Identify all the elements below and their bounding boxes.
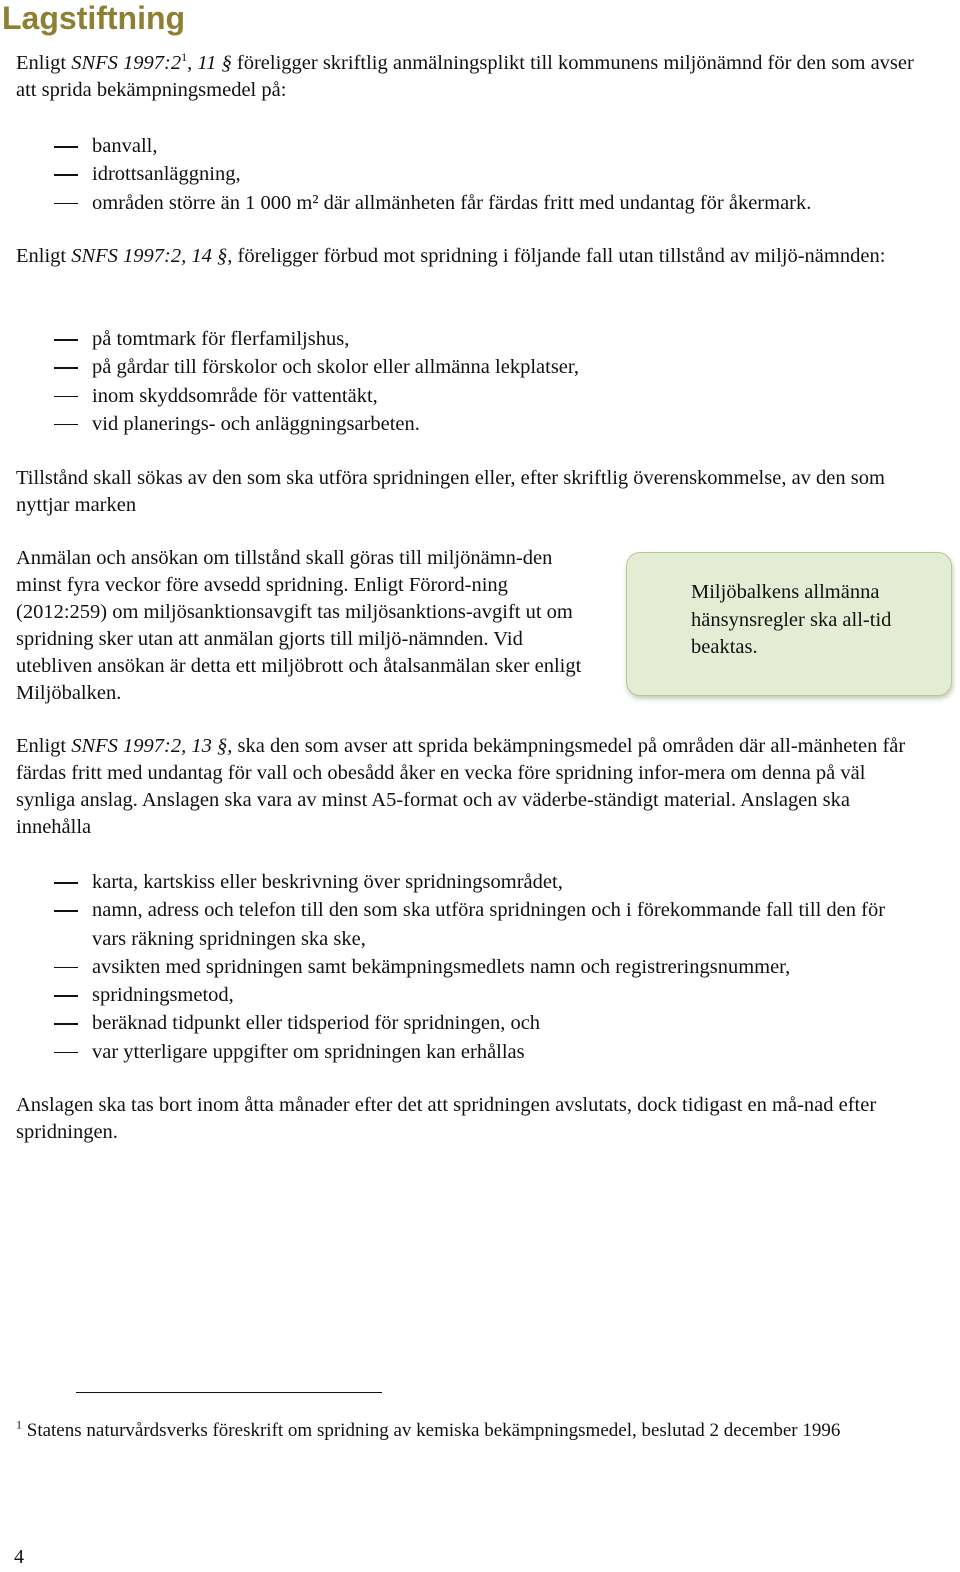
dash-bullet (54, 203, 78, 205)
paragraph-signage (16, 733, 916, 841)
list-item: namn, adress och telefon till den som ska utföra spridningen och i förekommande fall till den för vars räkning spridningen ska ske, (0, 896, 912, 953)
regulation-section: , 11 § (187, 52, 232, 74)
dash-bullet (54, 367, 78, 369)
paragraph-removal: Anslagen ska tas bort inom åtta månader efter det att spridningen avslutats, dock tidigast en må-nad efter spridningen. (16, 1094, 877, 1143)
list-item: banvall, (0, 132, 912, 160)
paragraph-text: föreligger skriftlig anmälningsplikt till kommunens miljönämnd för den som avser att sprida bekämpningsmedel på: (16, 52, 914, 101)
list-item: karta, kartskiss eller beskrivning över spridningsområdet, (0, 868, 912, 896)
list-item: idrottsanläggning, (0, 160, 912, 188)
callout-box (626, 552, 952, 696)
dash-bullet (54, 396, 78, 398)
list-item: områden större än 1 000 m² där allmänheten får färdas fritt med undantag för åkermark. (0, 189, 912, 217)
paragraph-text: , föreligger förbud mot spridning i följande fall utan tillstånd av miljö-nämnden: (227, 245, 886, 267)
notification-list (0, 132, 912, 217)
list-item: var ytterligare uppgifter om spridningen kan erhållas (0, 1038, 912, 1066)
sign-contents-list (0, 868, 912, 1066)
dash-bullet (54, 174, 78, 176)
paragraph-notification-duty (16, 50, 916, 104)
page-number: 4 (14, 1546, 24, 1568)
regulation-reference: SNFS 1997:2 (71, 52, 182, 74)
footnote-text: Statens naturvårdsverks föreskrift om spridning av kemiska bekämpningsmedel, beslutad 2 december 1996 (22, 1420, 841, 1441)
page-heading: Lagstiftning (2, 0, 186, 36)
list-item: spridningsmetod, (0, 981, 912, 1009)
paragraph-text: Enligt (16, 245, 72, 267)
paragraph-prohibition (16, 243, 921, 270)
footnote-marker: 1 (16, 1417, 22, 1432)
list-item: beräknad tidpunkt eller tidsperiod för spridningen, och (0, 1009, 912, 1037)
dash-bullet (54, 967, 78, 969)
paragraph-text: Enligt (16, 52, 72, 74)
dash-bullet (54, 339, 78, 341)
list-item: vid planerings- och anläggningsarbeten. (0, 410, 912, 438)
footnote (16, 1418, 906, 1443)
dash-bullet (54, 146, 78, 148)
dash-bullet (54, 424, 78, 426)
paragraph-permit: Tillstånd skall sökas av den som ska utföra spridningen eller, efter skriftlig överenskommelse, av den som nyttjar marken (16, 467, 885, 516)
paragraph-text: ska den som avser att sprida bekämpningsmedel på områden där all-mänheten får färdas fritt med undantag för vall och obesådd åker en vecka före spridning infor-mera om denna på väl synliga anslag. Anslagen ska vara av minst A5-format och av väderbe-ständigt material. Anslagen ska innehålla (16, 735, 906, 838)
list-item: på gårdar till förskolor och skolor eller allmänna lekplatser, (0, 353, 912, 381)
dash-bullet (54, 910, 78, 912)
list-item: inom skyddsområde för vattentäkt, (0, 382, 912, 410)
dash-bullet (54, 995, 78, 997)
dash-bullet (54, 1023, 78, 1025)
regulation-reference: SNFS 1997:2, 14 § (71, 245, 228, 267)
callout-text: Miljöbalkens allmänna hänsynsregler ska all-tid beaktas. (691, 581, 892, 658)
dash-bullet (54, 882, 78, 884)
paragraph-application: Anmälan och ansökan om tillstånd skall göras till miljönämn-den minst fyra veckor före avsedd spridning. Enligt Förord-ning (2012:259) om miljösanktionsavgift tas miljösanktions-avgift ut om spridning sker utan att anmälan gjorts till miljö-nämnden. Vid utebliven ansökan är detta ett miljöbrott och åtalsanmälan sker enligt Miljöbalken. (16, 547, 582, 704)
paragraph-text: Enligt (16, 735, 72, 757)
dash-bullet (54, 1052, 78, 1054)
list-item: på tomtmark för flerfamiljshus, (0, 325, 912, 353)
footnote-separator (76, 1392, 382, 1393)
prohibition-list (0, 325, 912, 438)
regulation-reference: SNFS 1997:2, 13 §, (71, 735, 233, 757)
footnote-marker: 1 (181, 50, 188, 65)
list-item: avsikten med spridningen samt bekämpningsmedlets namn och registreringsnummer, (0, 953, 912, 981)
